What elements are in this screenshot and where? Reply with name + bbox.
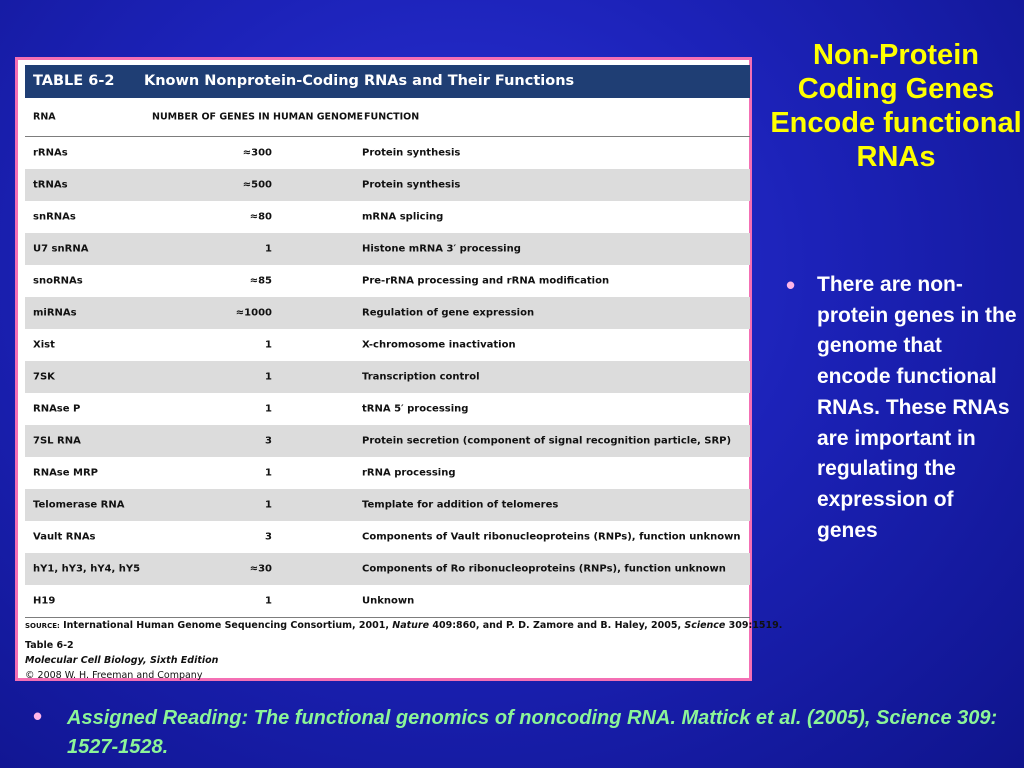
- source-text-a: International Human Genome Sequencing Consortium, 2001,: [59, 620, 393, 631]
- side-bullet-text: There are non-protein genes in the genome that encode functional RNAs. These RNAs are important in regulating the expression of genes: [817, 273, 1017, 542]
- table-row: [25, 521, 750, 553]
- table-row: [25, 169, 750, 201]
- cell-function: Histone mRNA 3′ processing: [362, 243, 521, 255]
- cell-gene-count: 1: [265, 371, 272, 383]
- bullet-icon: •: [786, 270, 796, 300]
- source-journal-science: Science: [684, 620, 726, 631]
- cell-function: Regulation of gene expression: [362, 307, 535, 319]
- assigned-reading-text: Assigned Reading: The functional genomics of noncoding RNA. Mattick et al. (2005), Science 309: 1527-1528.: [67, 707, 998, 758]
- cell-gene-count: ≈500: [242, 179, 272, 191]
- cell-rna: Xist: [33, 339, 55, 351]
- cell-rna: snoRNAs: [33, 275, 83, 287]
- cell-function: X-chromosome inactivation: [362, 339, 516, 351]
- table-row: [25, 393, 750, 425]
- cell-function: tRNA 5′ processing: [362, 403, 469, 415]
- table-row: [25, 457, 750, 489]
- cell-rna: rRNAs: [33, 147, 68, 159]
- column-header-function: FUNCTION: [364, 111, 420, 123]
- caption-copyright: © 2008 W. H. Freeman and Company: [25, 670, 203, 681]
- cell-gene-count: 1: [265, 403, 272, 415]
- cell-rna: Vault RNAs: [33, 531, 96, 543]
- cell-gene-count: 1: [265, 339, 272, 351]
- cell-function: Protein secretion (component of signal recognition particle, SRP): [362, 435, 732, 447]
- cell-function: rRNA processing: [362, 467, 456, 479]
- source-volume-309: 309: [725, 620, 749, 631]
- caption-book-title: Molecular Cell Biology, Sixth Edition: [25, 655, 219, 666]
- cell-function: mRNA splicing: [362, 211, 444, 223]
- cell-gene-count: 3: [265, 531, 272, 543]
- table-title: Known Nonprotein-Coding RNAs and Their Functions: [144, 73, 575, 89]
- table-caption: [25, 638, 218, 683]
- table-image: [15, 57, 783, 681]
- cell-gene-count: ≈30: [249, 563, 272, 575]
- cell-gene-count: 1: [265, 467, 272, 479]
- bullet-icon: •: [33, 701, 43, 731]
- cell-function: Template for addition of telomeres: [362, 499, 559, 511]
- table-row: [25, 329, 750, 361]
- cell-gene-count: 3: [265, 435, 272, 447]
- table-row: [25, 265, 750, 297]
- table-row: [25, 201, 750, 233]
- slide-title: Non-Protein Coding Genes Encode functional RNAs: [770, 39, 1022, 173]
- cell-gene-count: 1: [265, 499, 272, 511]
- source-text-c: :1519.: [748, 620, 783, 631]
- table-row: [25, 585, 750, 617]
- table-source: [25, 620, 783, 631]
- source-label: SOURCE:: [25, 622, 60, 630]
- cell-function: Components of Ro ribonucleoproteins (RNPs), function unknown: [362, 563, 726, 575]
- cell-rna: snRNAs: [33, 211, 76, 223]
- cell-rna: miRNAs: [33, 307, 77, 319]
- cell-rna: H19: [33, 595, 56, 607]
- source-journal-nature: Nature: [392, 620, 430, 631]
- table-row: [25, 361, 750, 393]
- column-header-rna: RNA: [33, 111, 56, 123]
- table-title-bar: [25, 65, 750, 98]
- table-row: [25, 553, 750, 585]
- cell-function: Protein synthesis: [362, 147, 461, 159]
- table-row: [25, 425, 750, 457]
- cell-gene-count: 1: [265, 595, 272, 607]
- cell-function: Protein synthesis: [362, 179, 461, 191]
- source-volume-409: 409: [429, 620, 453, 631]
- cell-gene-count: ≈80: [249, 211, 272, 223]
- cell-gene-count: ≈85: [249, 275, 272, 287]
- assigned-reading: [33, 701, 1013, 762]
- table-row: [25, 137, 750, 169]
- rna-table: [25, 98, 750, 618]
- cell-rna: hY1, hY3, hY4, hY5: [33, 563, 141, 575]
- table-row: [25, 297, 750, 329]
- cell-function: Unknown: [362, 595, 415, 607]
- side-bullet: [786, 270, 1018, 546]
- cell-rna: RNAse MRP: [33, 467, 99, 479]
- table-number: TABLE 6-2: [33, 73, 115, 89]
- cell-rna: U7 snRNA: [33, 243, 89, 255]
- cell-function: Components of Vault ribonucleoproteins (RNPs), function unknown: [362, 531, 741, 543]
- cell-rna: RNAse P: [33, 403, 81, 415]
- cell-gene-count: ≈300: [242, 147, 272, 159]
- caption-table-id: Table 6-2: [25, 640, 74, 651]
- cell-rna: 7SK: [33, 371, 55, 383]
- cell-function: Pre-rRNA processing and rRNA modification: [362, 275, 610, 287]
- cell-gene-count: ≈1000: [235, 307, 272, 319]
- cell-rna: tRNAs: [33, 179, 68, 191]
- table-header-row: [25, 98, 750, 137]
- cell-rna: Telomerase RNA: [33, 499, 125, 511]
- cell-gene-count: 1: [265, 243, 272, 255]
- source-text-b: :860, and P. D. Zamore and B. Haley, 2005,: [452, 620, 685, 631]
- table-row: [25, 233, 750, 265]
- cell-function: Transcription control: [362, 371, 480, 383]
- cell-rna: 7SL RNA: [33, 435, 81, 447]
- column-header-genes: NUMBER OF GENES IN HUMAN GENOME: [152, 111, 363, 123]
- table-row: [25, 489, 750, 521]
